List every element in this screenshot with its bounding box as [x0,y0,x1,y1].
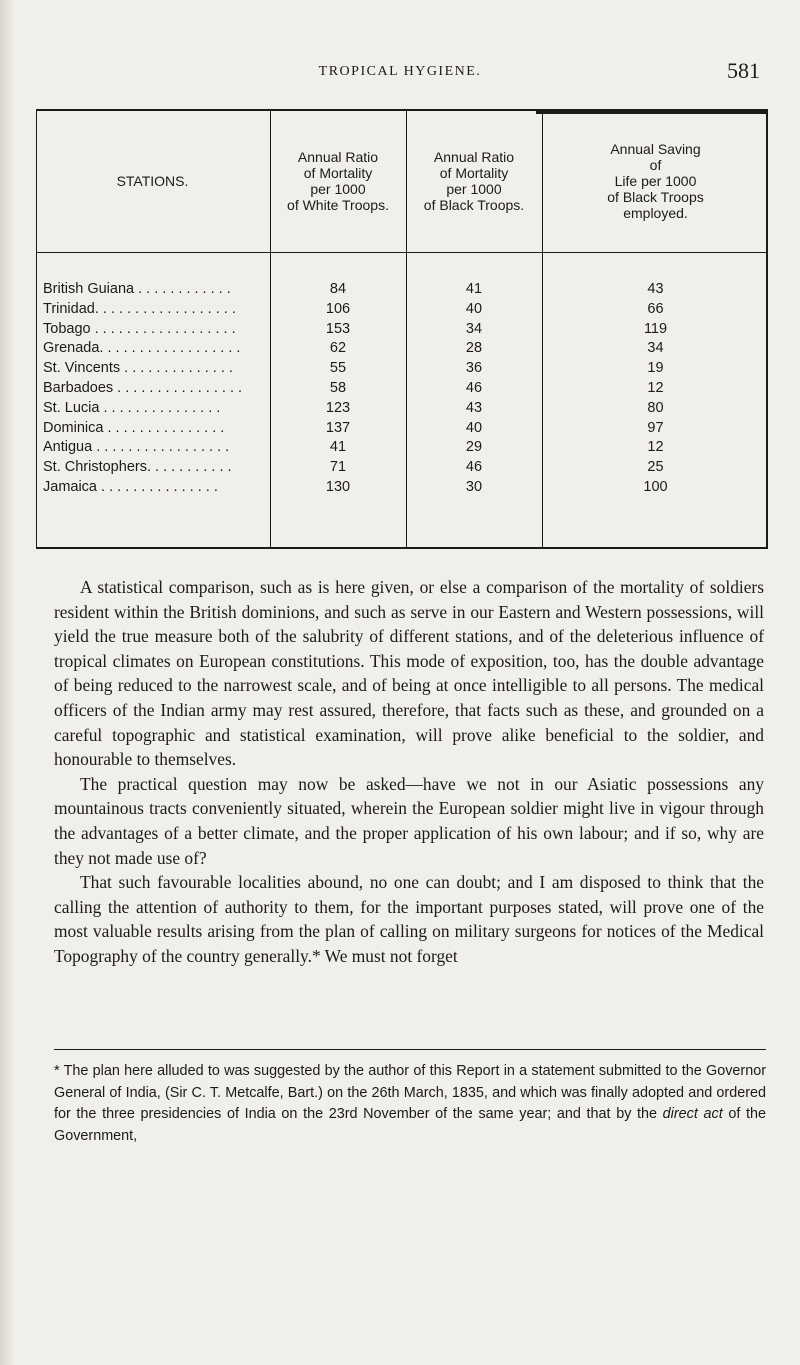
life-saving-cell: 100 [643,478,668,495]
life-saving-cell: 80 [647,399,664,416]
table-row [36,301,768,321]
paragraph: That such favourable localities abound, no one can doubt; and I am disposed to think that the calling the attention of authority to them, for the important purposes stated, will prove one of the most valuable results arising from the plan of calling on military surgeons for notices of the Medical Topography of the country generally.* We must not forget [54,872,764,966]
white-mortality-cell: 55 [329,360,347,377]
column-header-stations: STATIONS. [116,172,189,189]
footnote-italic: direct act [662,1106,723,1122]
footnote-text-end: of the Government, [54,1106,766,1144]
page-header [40,58,760,88]
station-cell: St. Christophers. . . . . . . . . . . [43,459,232,476]
column-header-black-mortality: Annual Ratio of Mortality per 1000 of Black Troops. [423,148,525,213]
black-mortality-cell: 46 [465,459,483,476]
black-mortality-cell: 46 [465,379,483,396]
black-mortality-cell: 30 [465,478,483,495]
white-mortality-cell: 71 [329,459,347,476]
black-mortality-cell: 34 [465,320,483,337]
table-row [36,400,768,420]
station-cell: St. Lucia . . . . . . . . . . . . . . . [43,399,221,416]
table-row [36,439,768,459]
black-mortality-cell: 40 [465,300,483,317]
body-text [54,575,764,969]
station-cell: Tobago . . . . . . . . . . . . . . . . . . [43,320,236,337]
white-mortality-cell: 130 [325,478,351,495]
black-mortality-cell: 43 [465,399,483,416]
white-mortality-cell: 62 [329,340,347,357]
table-row [36,281,768,301]
life-saving-cell: 119 [643,320,668,337]
station-cell: Barbadoes . . . . . . . . . . . . . . . . [43,379,243,396]
black-mortality-cell: 28 [465,340,483,357]
footnote-text: * The plan here alluded to was suggested by the author of this Report in a statement submitted to the Governor General of India, (Sir C. T. Metcalfe, Bart.) on the 26th March, 1835, and which was finally adopted and ordered for the three presidencies of India on the 23rd November of the same year; and that by the [54,1063,766,1122]
white-mortality-cell: 137 [325,419,351,436]
paragraph: A statistical comparison, such as is here given, or else a comparison of the mortality of soldiers resident within the British dominions, and such as serve in our Eastern and Western possessions, will yield the true measure both of the salubrity of different stations, and of the deleterious influence of tropical climates on European constitutions. This mode of exposition, too, has the double advantage of being reduced to the narrowest scale, and of being at once intelligible to all persons. The medical officers of the Indian army may rest assured, therefore, that facts such as these, and grounded on a careful topographic and statistical examination, will prove alike beneficial to the soldier, and honourable to themselves. [54,577,764,770]
page-number: 581 [727,58,760,83]
mortality-table [36,97,768,549]
station-cell: Dominica . . . . . . . . . . . . . . . [43,419,225,436]
page-edge-shadow [0,0,14,1365]
white-mortality-cell: 123 [325,399,351,416]
paragraph: The practical question may now be asked—have we not in our Asiatic possessions any mountainous tracts conveniently situated, wherein the European soldier might live in vigour through the advantages of a better climate, and the proper application of his own labour; and if so, why are they not made use of? [54,773,764,868]
table-row [36,360,768,380]
table-row [36,380,768,400]
life-saving-cell: 66 [647,300,664,317]
footnote [54,1061,766,1147]
station-cell: British Guiana . . . . . . . . . . . . [43,281,231,297]
life-saving-cell: 12 [647,379,664,396]
black-mortality-cell: 40 [465,419,483,436]
white-mortality-cell: 84 [329,281,347,297]
station-cell: Jamaica . . . . . . . . . . . . . . . [43,478,218,495]
white-mortality-cell: 41 [329,439,347,456]
header-rule [36,252,768,253]
white-mortality-cell: 153 [325,320,351,337]
station-cell: Grenada. . . . . . . . . . . . . . . . . . [43,340,241,357]
life-saving-cell: 34 [647,340,664,357]
station-cell: Antigua . . . . . . . . . . . . . . . . . [43,439,230,456]
table-row [36,479,768,499]
station-cell: Trinidad. . . . . . . . . . . . . . . . . . [43,300,236,317]
running-head: TROPICAL HYGIENE. [318,64,482,79]
white-mortality-cell: 106 [325,300,351,317]
life-saving-cell: 12 [647,439,664,456]
footnote-rule [54,1049,766,1050]
life-saving-cell: 97 [647,419,664,436]
black-mortality-cell: 36 [465,360,483,377]
station-cell: St. Vincents . . . . . . . . . . . . . . [43,360,233,377]
table-row [36,340,768,360]
white-mortality-cell: 58 [329,379,347,396]
column-header-white-mortality: Annual Ratio of Mortality per 1000 of White Troops. [287,148,389,213]
table-row [36,459,768,479]
table-body [36,281,768,499]
table-row [36,321,768,341]
life-saving-cell: 25 [647,459,664,476]
life-saving-cell: 43 [647,281,664,297]
table-row [36,420,768,440]
black-mortality-cell: 29 [465,439,483,456]
black-mortality-cell: 41 [465,281,483,297]
column-header-life-saving: Annual Saving of Life per 1000 of Black Troops employed. [607,140,704,221]
life-saving-cell: 19 [647,360,664,377]
